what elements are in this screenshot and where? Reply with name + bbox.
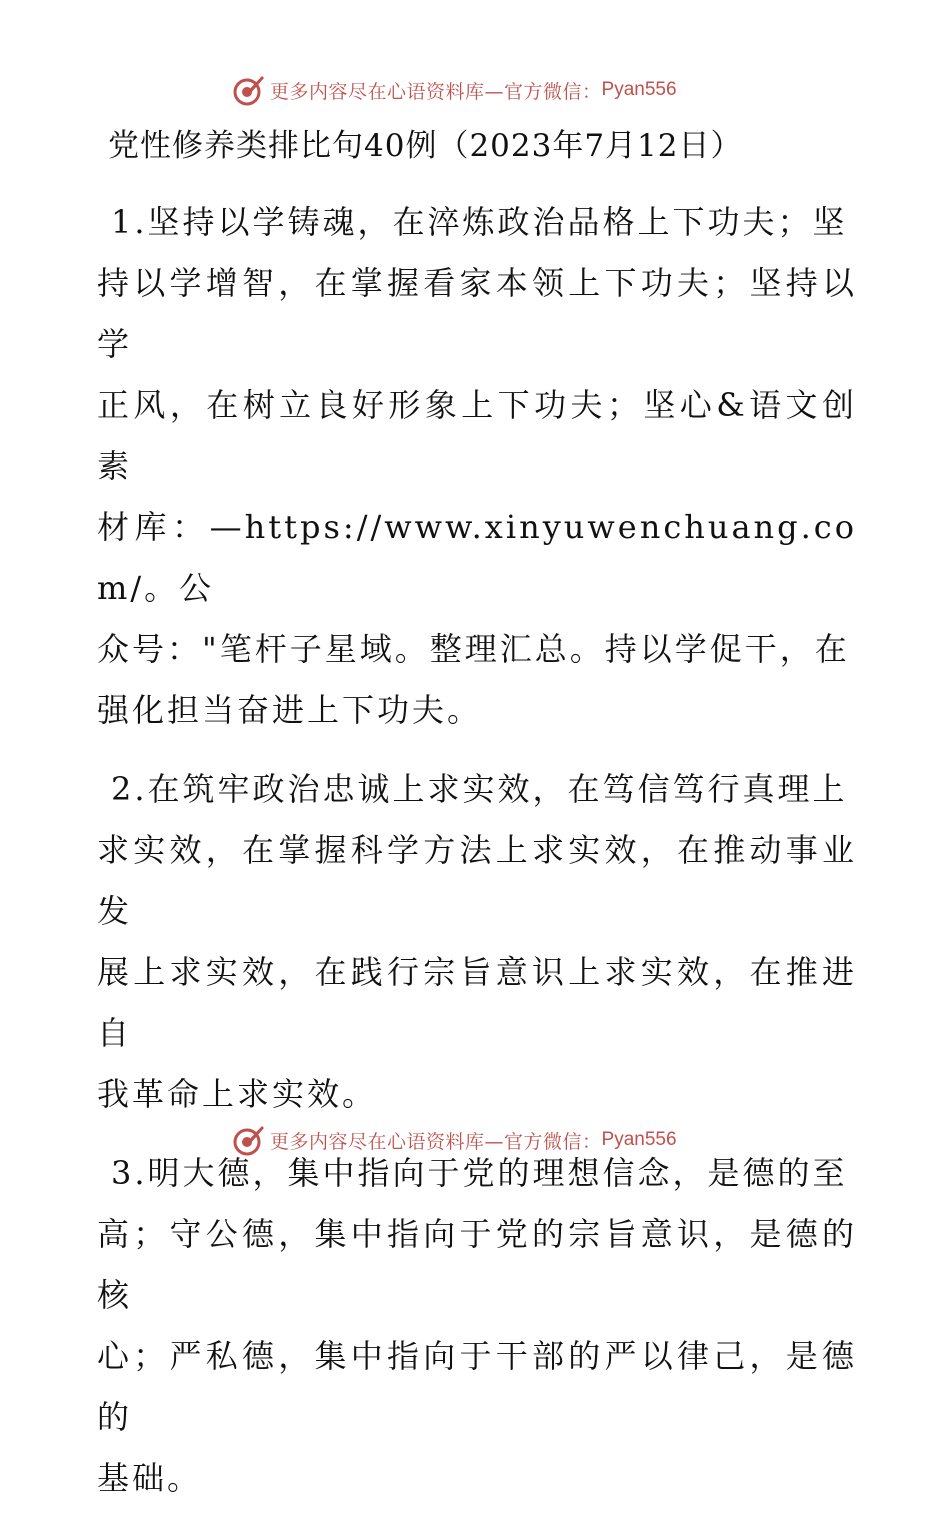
footer-watermark [232,1120,677,1160]
quill-pen-seal-icon [232,73,266,107]
watermark-wechat-id: Pyan556 [601,1129,677,1150]
document-title: 党性修养类排比句40例（2023年7月12日） [108,128,743,164]
paragraph-2: 2.在筑牢政治忠诚上求实效，在笃信笃行真理上 求实效，在掌握科学方法上求实效，在推动事业发 展上求实效，在践行宗旨意识上求实效，在推进自 我革命上求实效。 [97,770,857,1113]
paragraph-1: 1.坚持以学铸魂，在淬炼政治品格上下功夫；坚 持以学增智，在掌握看家本领上下功夫；坚持以学 正风，在树立良好形象上下功夫；坚心&语文创素 材库：—https://www.xinyuwenchuang.com/。公 众号："笔杆子星域。整理汇总。持以学促干，在 强化担当奋进上下功夫。 [97,203,857,729]
paragraph-3: 3.明大德，集中指向于党的理想信念，是德的至 高；守公德，集中指向于党的宗旨意识，是德的核 心；严私德，集中指向于干部的严以律己，是德的 基础。 [97,1154,857,1497]
watermark-wechat-id: Pyan556 [601,79,677,100]
quill-pen-seal-icon [232,1123,266,1157]
header-watermark [232,70,677,110]
watermark-text: 更多内容尽在心语资料库—官方微信： [270,1130,602,1153]
watermark-text: 更多内容尽在心语资料库—官方微信： [270,80,602,103]
document-body [97,192,857,1527]
